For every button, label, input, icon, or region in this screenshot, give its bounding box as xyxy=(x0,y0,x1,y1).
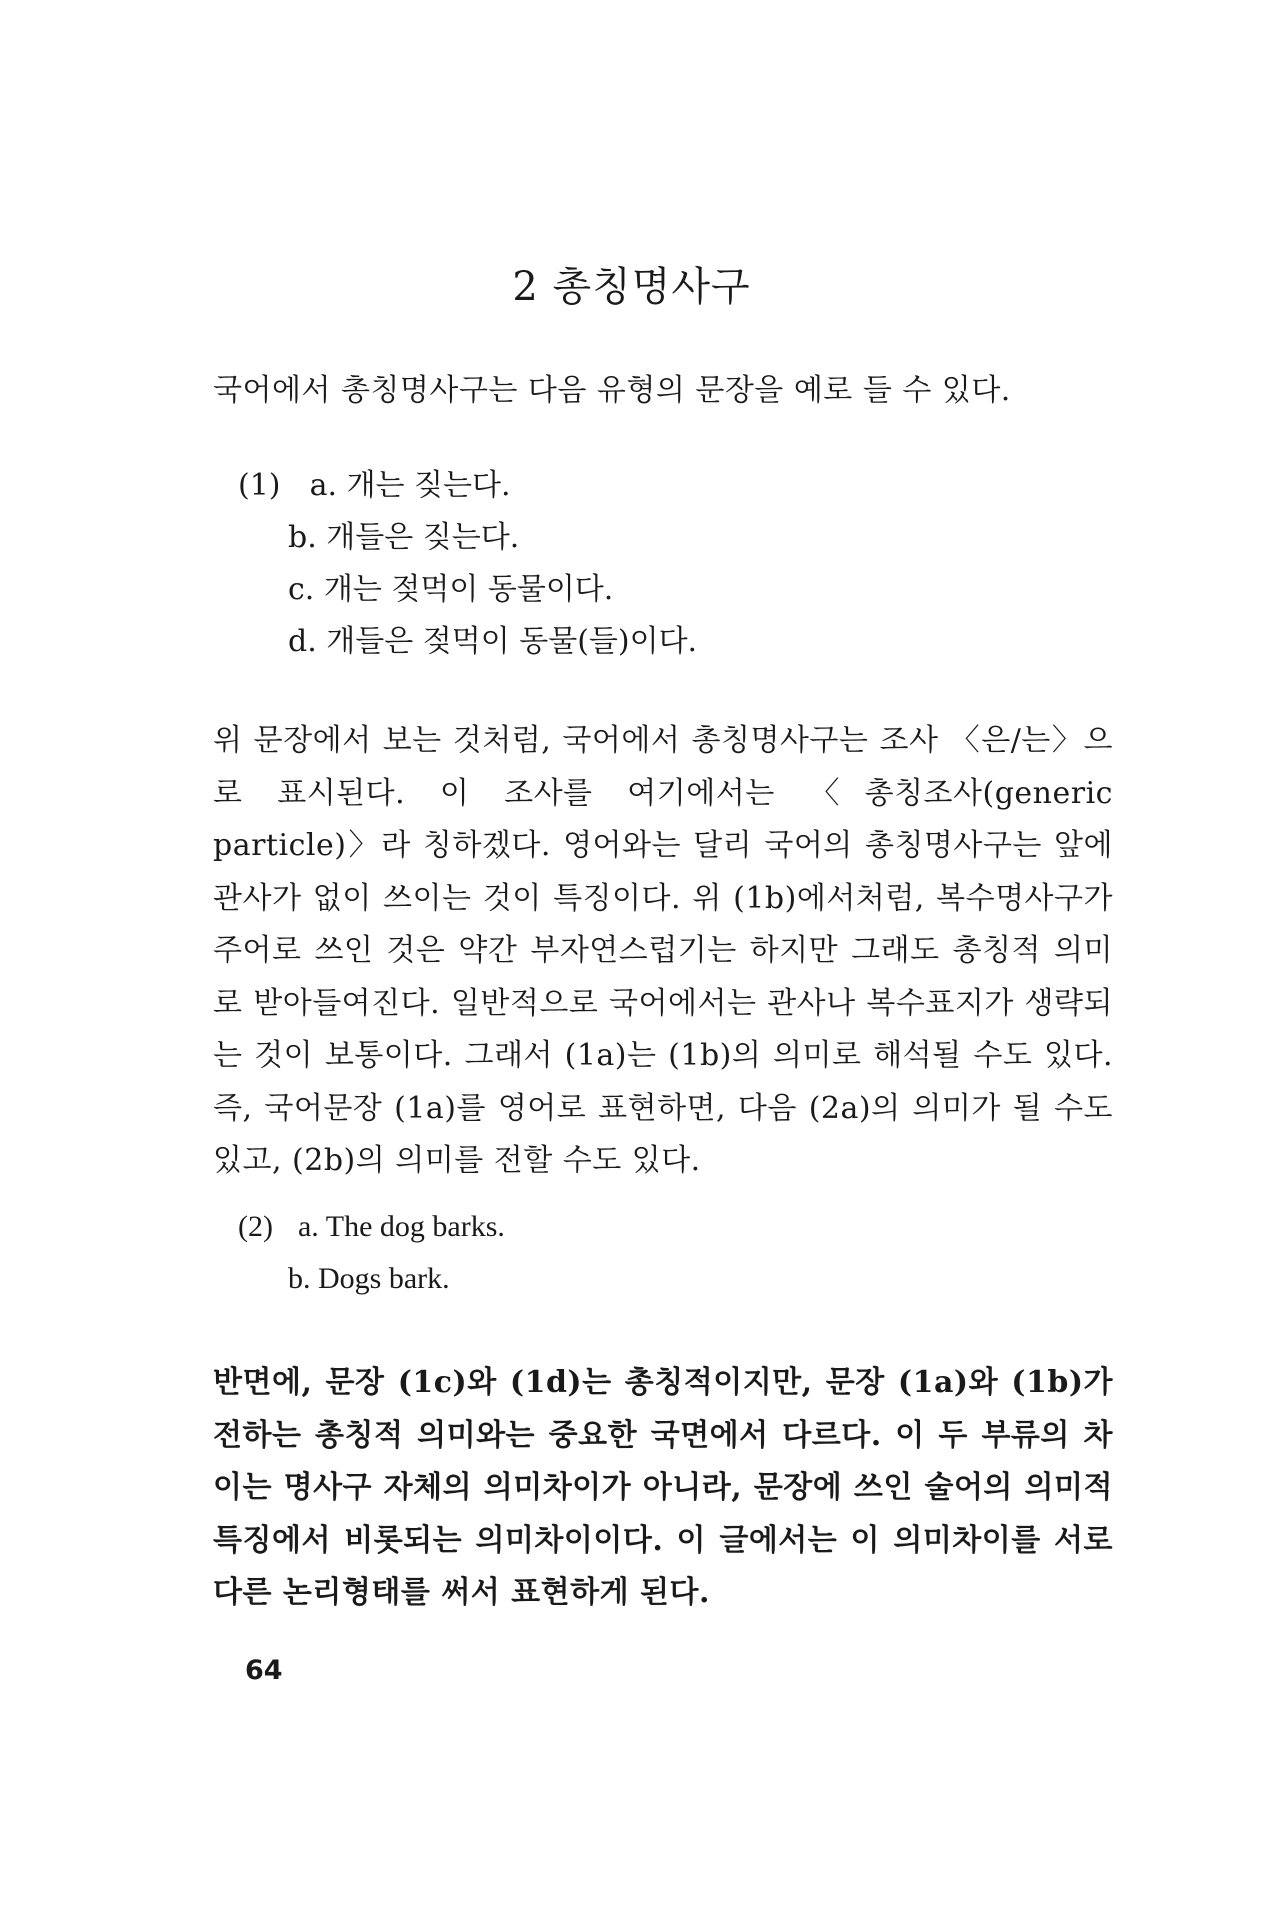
example-item-label: d. xyxy=(288,624,317,659)
example-item-label: a. xyxy=(309,468,338,503)
body-paragraph-1: 위 문장에서 보는 것처럼, 국어에서 총칭명사구는 조사 〈은/는〉으로 표시된다. 이 조사를 여기에서는 〈총칭조사(generic particle)〉라 칭하겠다. 영어와는 달리 국어의 총칭명사구는 앞에 관사가 없이 쓰이는 것이 특징이다. 위 (1b)에서처럼, 복수명사구가 주어로 쓰인 것은 약간 부자연스럽기는 하지만 그래도 총칭적 의미로 받아들여진다. 일반적으로 국어에서는 관사나 복수표지가 생략되는 것이 보통이다. 그래서 (1a)는 (1b)의 의미로 해석될 수도 있다. 즉, 국어문장 (1a)를 영어로 표현하면, 다음 (2a)의 의미가 될 수도 있고, (2b)의 의미를 전할 수도 있다. xyxy=(213,723,1113,1178)
example-number: (1) xyxy=(238,468,281,503)
example-item-text: 개는 젖먹이 동물이다. xyxy=(323,572,614,607)
page-number: 64 xyxy=(245,1655,283,1686)
example-item-label: b. xyxy=(288,520,317,555)
example-item-text: The dog barks. xyxy=(325,1210,505,1243)
example-item-text: 개들은 젖먹이 동물(들)이다. xyxy=(326,624,698,659)
body-paragraph-2: 반면에, 문장 (1c)와 (1d)는 총칭적이지만, 문장 (1a)와 (1b)가 전하는 총칭적 의미와는 중요한 국면에서 다르다. 이 두 부류의 차이는 명사구 자체의 의미차이가 아니라, 문장에 쓰인 술어의 의미적 특징에서 비롯되는 의미차이이다. 이 글에서는 이 의미차이를 서로 다른 논리형태를 써서 표현하게 된다. xyxy=(213,1365,1113,1610)
example-item-label: b. xyxy=(288,1262,311,1295)
example-item-text: Dogs bark. xyxy=(318,1262,450,1295)
example-item-label: a. xyxy=(297,1210,319,1243)
section-title: 2 총칭명사구 xyxy=(512,264,751,310)
example-item-text: 개는 짖는다. xyxy=(346,468,511,503)
example-number: (2) xyxy=(238,1210,273,1243)
intro-paragraph: 국어에서 총칭명사구는 다음 유형의 문장을 예로 들 수 있다. xyxy=(213,373,1011,408)
example-item-text: 개들은 짖는다. xyxy=(326,520,520,555)
example-item-label: c. xyxy=(288,572,315,607)
